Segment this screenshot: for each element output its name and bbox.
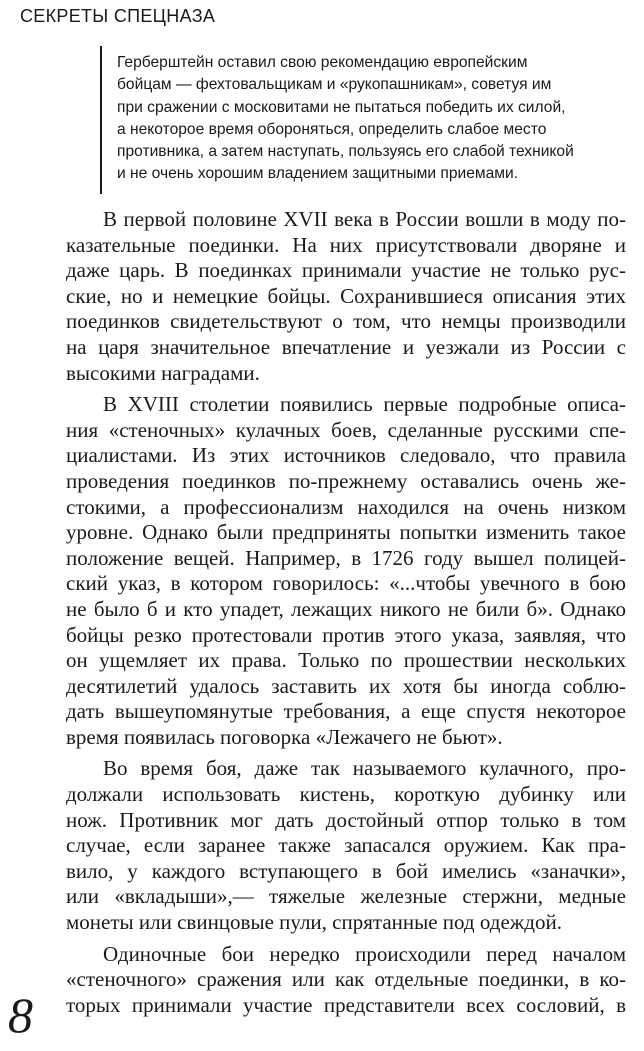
sidebar-line: бойцам — фехтовальщикам и «рукопашникам», советуя им [117,76,552,94]
text-line: случае, если заранее также запасался оружием. Как пра- [66,833,626,858]
text-line: десятилетий удалось заставить их хотя бы иногда соблю- [66,673,626,698]
text-line: В первой половине XVII века в России вошли в моду по- [103,207,626,231]
text-line: казательные поединки. На них присутствовали дворяне и [66,232,626,257]
text-line: высокими наградами. [66,360,260,385]
sidebar-line: а некоторое время обороняться, определить слабое место [117,120,547,138]
text-line: дать вышеупомянутые требования, а еще спустя некоторое [66,699,626,724]
text-line: даже царь. В поединках принимали участие не только рус- [66,258,626,283]
text-line: торых принимали участие представители всех сословий, в [66,992,626,1017]
sidebar-line: противника, а затем наступать, пользуясь его слабой техникой [117,143,574,161]
sidebar-line: и не очень хорошим владением защитными приемами. [117,165,519,183]
text-line: на царя значительное впечатление и уезжали из России с [66,334,626,359]
text-line: должали использовать кистень, короткую дубинку или [66,782,626,807]
running-head: СЕКРЕТЫ СПЕЦНАЗА [20,6,216,26]
text-line: ния «стеночных» кулачных боев, сделанные русскими спе- [66,417,626,442]
text-line: время появилась поговорка «Лежачего не бьют». [66,724,503,749]
body-text [66,207,626,1018]
text-line: бойцы резко протестовали против этого указа, заявляя, что [66,622,626,647]
text-line: он ущемляет их права. Только по прошествии нескольких [66,648,626,673]
text-line: вило, у каждого вступающего в бой имелись «заначки», [66,858,626,883]
text-line: не было б и кто упадет, лежащих никого не били б». Однако [66,596,626,621]
paragraph-3 [66,756,626,935]
sidebar-quote [117,52,620,186]
text-line: поединков свидетельствуют о том, что немцы производили [66,309,626,334]
text-line: Одиночные бои нередко происходили перед началом [103,941,626,966]
text-line: ские, но и немецкие бойцы. Сохранившиеся описания этих [66,283,626,308]
text-line: «стеночного» сражения или как отдельные поединки, в ко- [66,967,626,992]
text-line: уровне. Однако были предприняты попытки изменить такое [66,520,626,545]
text-line: В XVIII столетии появились первые подробные описа- [103,392,626,417]
paragraph-2 [66,392,626,750]
text-line: положение вещей. Например, в 1726 году вышел полицей- [66,545,626,570]
sidebar-line: при сражении с московитами не пытаться победить их силой, [117,98,566,116]
text-line: монеты или свинцовые пули, спрятанные под одеждой. [66,910,562,935]
text-line: стокими, а профессионализм находился на очень низком [66,494,626,519]
text-line: нож. Противник мог дать достойный отпор только в том [66,807,626,832]
text-line: или «вкладыши»,— тяжелые железные стержни, медные [66,884,626,909]
page-number: 8 [8,987,33,1043]
text-line: Во время боя, даже так называемого кулачного, про- [103,756,626,781]
text-line: ский указ, в котором говорилось: «...чтобы увечного в бою [66,571,626,596]
text-line: проведения поединков по-прежнему оставались очень же- [66,468,626,493]
text-line: циалистами. Из этих источников следовало, что правила [66,443,626,468]
paragraph-4 [66,942,626,1019]
paragraph-1 [66,207,626,386]
sidebar-line: Герберштейн оставил свою рекомендацию европейским [117,54,528,71]
